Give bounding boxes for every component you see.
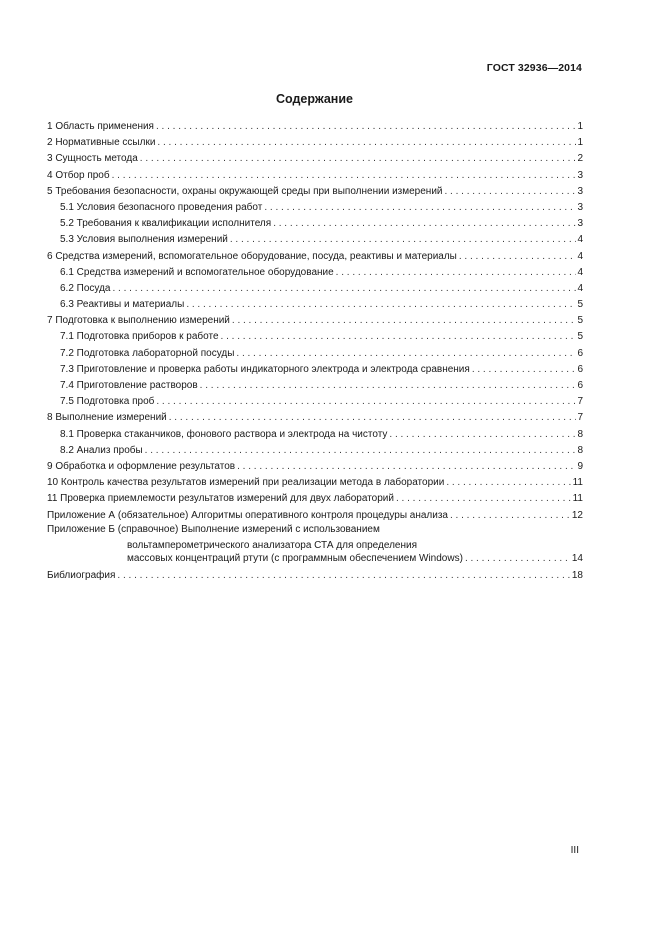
toc-entry-label: 7 Подготовка к выполнению измерений — [47, 315, 230, 327]
toc-entry-last-line — [47, 552, 583, 568]
toc-leader-dots — [145, 443, 577, 459]
toc-leader-dots — [450, 508, 571, 524]
toc-entry-page: 5 — [577, 299, 583, 311]
toc-entry-page: 1 — [577, 121, 583, 132]
toc-entry-page: 4 — [577, 250, 583, 262]
toc-leader-dots — [236, 346, 576, 362]
toc-entry-label: 7.5 Подготовка проб — [60, 396, 155, 408]
toc-entry-label: 6.2 Посуда — [60, 282, 111, 294]
toc-entry[interactable] — [47, 427, 583, 443]
toc-entry-page: 6 — [577, 363, 583, 375]
toc-entry-label: 6.3 Реактивы и материалы — [60, 299, 185, 311]
toc-leader-dots — [117, 568, 570, 584]
toc-entry-page: 4 — [577, 266, 583, 278]
toc-entry-appendix-b[interactable] — [47, 524, 583, 568]
toc-entry[interactable] — [47, 168, 583, 184]
table-of-contents — [47, 119, 583, 584]
toc-entry-label: 6 Средства измерений, вспомогательное оборудование, посуда, реактивы и материалы — [47, 250, 457, 262]
toc-leader-dots — [389, 427, 576, 443]
toc-leader-dots — [336, 265, 577, 281]
toc-entry-page: 7 — [577, 412, 583, 424]
toc-leader-dots — [156, 119, 576, 135]
toc-entry[interactable] — [47, 200, 583, 216]
toc-entry[interactable] — [47, 151, 583, 167]
toc-entry[interactable] — [47, 443, 583, 459]
toc-entry-page: 11 — [572, 493, 583, 505]
toc-entry-label: 8 Выполнение измерений — [47, 412, 167, 424]
toc-leader-dots — [445, 184, 577, 200]
toc-entry-label: Приложение Б (справочное) Выполнение измерений с использованием — [47, 523, 380, 535]
toc-entry[interactable] — [47, 281, 583, 297]
toc-entry[interactable] — [47, 119, 583, 135]
toc-leader-dots — [465, 552, 571, 566]
toc-entry-label: 11 Проверка приемлемости результатов измерений для двух лабораторий — [47, 493, 394, 505]
toc-entry-label: 5.2 Требования к квалификации исполнителя — [60, 218, 272, 230]
toc-entry-label: 7.3 Приготовление и проверка работы индикаторного электрода и электрода сравнения — [60, 363, 470, 375]
toc-leader-dots — [459, 249, 577, 265]
toc-entry-page: 5 — [577, 315, 583, 327]
toc-entry-page: 3 — [577, 185, 583, 197]
toc-title: Содержание — [275, 92, 353, 106]
toc-entry[interactable] — [47, 346, 583, 362]
toc-leader-dots — [113, 281, 577, 297]
toc-leader-dots — [232, 313, 577, 329]
toc-leader-dots — [237, 459, 576, 475]
toc-entry[interactable] — [47, 184, 583, 200]
toc-entry[interactable] — [47, 297, 583, 313]
toc-entry[interactable] — [47, 313, 583, 329]
toc-entry-page: 8 — [577, 428, 583, 440]
toc-entry-page: 3 — [577, 218, 583, 230]
toc-leader-dots — [140, 151, 577, 167]
toc-entry-label: 8.1 Проверка стаканчиков, фонового раствора и электрода на чистоту — [60, 428, 388, 440]
toc-entry[interactable] — [47, 265, 583, 281]
toc-entry-label: 7.1 Подготовка приборов к работе — [60, 331, 219, 343]
toc-entry-label: 10 Контроль качества результатов измерений при реализации метода в лаборатории — [47, 477, 445, 489]
toc-leader-dots — [396, 491, 572, 507]
toc-entry-label-continued: массовых концентраций ртути (с программным обеспечением Windows) — [127, 552, 463, 564]
toc-leader-dots — [200, 378, 577, 394]
toc-entry-page: 4 — [577, 234, 583, 246]
toc-entry[interactable] — [47, 362, 583, 378]
toc-leader-dots — [157, 135, 576, 151]
toc-entry[interactable] — [47, 410, 583, 426]
toc-entry[interactable] — [47, 475, 583, 491]
toc-entry-label: Библиография — [47, 569, 116, 581]
toc-leader-dots — [273, 216, 576, 232]
toc-entry-label: 7.2 Подготовка лабораторной посуды — [60, 347, 235, 359]
toc-entry-label: 5 Требования безопасности, охраны окружающей среды при выполнении измерений — [47, 185, 443, 197]
toc-leader-dots — [169, 410, 577, 426]
toc-entry-label: 4 Отбор проб — [47, 169, 110, 181]
toc-entry[interactable] — [47, 329, 583, 345]
toc-entry[interactable] — [47, 249, 583, 265]
toc-entries — [47, 119, 583, 524]
toc-entry[interactable] — [47, 216, 583, 232]
toc-entry[interactable] — [47, 491, 583, 507]
toc-leader-dots — [472, 362, 577, 378]
document-code: ГОСТ 32936—2014 — [486, 62, 582, 74]
toc-leader-dots — [230, 232, 577, 248]
toc-entry-label: 5.3 Условия выполнения измерений — [60, 234, 228, 246]
toc-entry[interactable] — [47, 378, 583, 394]
toc-entry-label: 7.4 Приготовление растворов — [60, 380, 198, 391]
toc-entry[interactable] — [47, 508, 583, 524]
toc-entry-page: 3 — [577, 169, 583, 181]
toc-entry-label: 3 Сущность метода — [47, 153, 138, 165]
toc-leader-dots — [156, 394, 576, 410]
toc-entry-page: 3 — [577, 201, 583, 213]
toc-entry-page: 12 — [571, 509, 583, 521]
toc-leader-dots — [186, 297, 576, 313]
toc-entry-page: 6 — [577, 380, 583, 391]
toc-entry[interactable] — [47, 135, 583, 151]
toc-entry-page: 1 — [577, 137, 583, 149]
toc-entry-label: Приложение А (обязательное) Алгоритмы оперативного контроля процедуры анализа — [47, 509, 448, 521]
toc-entry-label-continued: вольтамперометрического анализатора СТА для определения — [127, 539, 417, 551]
toc-entry-page: 11 — [572, 477, 583, 489]
toc-entry[interactable] — [47, 394, 583, 410]
toc-entry[interactable] — [47, 459, 583, 475]
toc-entry-page: 2 — [577, 153, 583, 165]
toc-leader-dots — [264, 200, 576, 216]
toc-entry-page: 18 — [571, 569, 583, 581]
toc-entry-page: 7 — [577, 396, 583, 408]
toc-entry-bibliography[interactable] — [47, 568, 583, 584]
toc-entry-label: 8.2 Анализ пробы — [60, 444, 143, 456]
toc-entry-page: 14 — [571, 552, 583, 564]
toc-entry[interactable] — [47, 232, 583, 248]
toc-leader-dots — [112, 168, 577, 184]
toc-entry-page: 8 — [577, 444, 583, 456]
toc-leader-dots — [221, 329, 577, 345]
toc-entry-label: 1 Область применения — [47, 121, 154, 132]
toc-entry-page: 5 — [577, 331, 583, 343]
page-number: III — [570, 845, 579, 856]
toc-leader-dots — [446, 475, 571, 491]
toc-entry-page: 4 — [577, 282, 583, 294]
toc-entry-page: 9 — [577, 460, 583, 472]
toc-entry-label: 2 Нормативные ссылки — [47, 137, 156, 149]
toc-entry-label: 9 Обработка и оформление результатов — [47, 460, 236, 472]
toc-entry-label: 5.1 Условия безопасного проведения работ — [60, 201, 263, 213]
toc-entry-label: 6.1 Средства измерений и вспомогательное оборудование — [60, 266, 334, 278]
toc-entry-page: 6 — [577, 347, 583, 359]
